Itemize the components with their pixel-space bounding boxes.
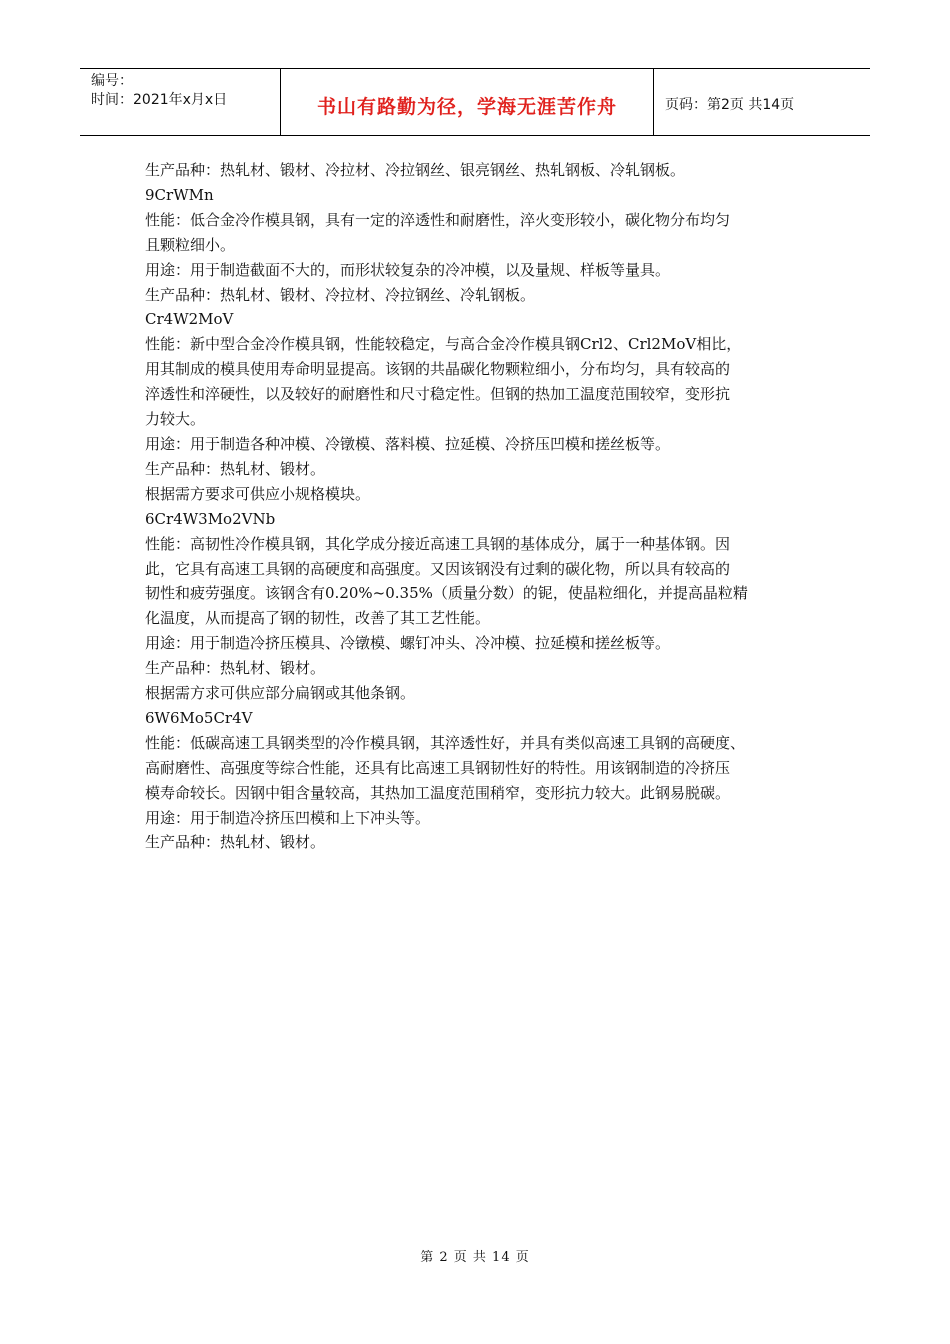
body-line: 韧性和疲劳强度。该钢含有0.20%~0.35%（质量分数）的铌，使晶粒细化，并提高晶粒精 (145, 584, 748, 603)
body-line: 用途：用于制造截面不大的，而形状较复杂的冷冲模，以及量规、样板等量具。 (145, 260, 671, 279)
header-motto: 书山有路勤为径，学海无涯苦作舟 (316, 95, 617, 118)
body-line: 用其制成的模具使用寿命明显提高。该钢的共晶碳化物颗粒细小，分布均匀，具有较高的 (145, 360, 731, 379)
body-line: 生产品种：热轧材、锻材。 (145, 833, 326, 852)
document-body (145, 158, 810, 855)
body-line: 用途：用于制造各种冲模、冷镦模、落料模、拉延模、冷挤压凹模和搓丝板等。 (145, 434, 671, 453)
body-line: 用途：用于制造冷挤压凹模和上下冲头等。 (145, 808, 431, 827)
body-line: 生产品种：热轧材、锻材、冷拉材、冷拉钢丝、银亮钢丝、热轧钢板、冷轧钢板。 (145, 161, 686, 179)
steel-grade-heading: Cr4W2MoV (145, 310, 234, 329)
header-motto-cell (280, 69, 654, 135)
document-time-label: 时间：2021年x月x日 (91, 92, 228, 108)
body-line: 淬透性和淬硬性，以及较好的耐磨性和尺寸稳定性。但钢的热加工温度范围较窄，变形抗 (145, 385, 731, 404)
page-footer: 第 2 页 共 14 页 (420, 1250, 530, 1265)
body-line: 根据需方要求可供应小规格模块。 (145, 484, 371, 503)
body-line: 性能：低合金冷作模具钢，具有一定的淬透性和耐磨性，淬火变形较小，碳化物分布均匀 (145, 210, 731, 229)
steel-grade-heading: 6Cr4W3Mo2VNb (145, 509, 276, 528)
header-meta (80, 69, 280, 135)
steel-grade-heading: 6W6Mo5Cr4V (145, 708, 253, 727)
body-line: 生产品种：热轧材、锻材、冷拉材、冷拉钢丝、冷轧钢板。 (145, 285, 536, 304)
body-line: 生产品种：热轧材、锻材。 (145, 459, 326, 478)
body-line: 性能：低碳高速工具钢类型的冷作模具钢，其淬透性好，并具有类似高速工具钢的高硬度、 (145, 733, 746, 752)
body-line: 且颗粒细小。 (145, 235, 236, 254)
body-line: 生产品种：热轧材、锻材。 (145, 659, 326, 678)
body-line: 化温度，从而提高了钢的韧性，改善了其工艺性能。 (145, 609, 491, 628)
body-line: 用途：用于制造冷挤压模具、冷镦模、螺钉冲头、冷冲模、拉延模和搓丝板等。 (145, 634, 671, 653)
body-line: 此，它具有高速工具钢的高硬度和高强度。又因该钢没有过剩的碳化物，所以具有较高的 (145, 559, 731, 578)
body-line: 模寿命较长。因钢中钼含量较高，其热加工温度范围稍窄，变形抗力较大。此钢易脱碳。 (145, 783, 731, 802)
header-page-info: 页码：第2页 共14页 (665, 97, 795, 113)
body-line: 性能：高韧性冷作模具钢，其化学成分接近高速工具钢的基体成分，属于一种基体钢。因 (145, 534, 731, 553)
body-line: 性能：新中型合金冷作模具钢，性能较稳定，与高合金冷作模具钢Crl2、Crl2MoV相比， (145, 335, 742, 354)
steel-grade-heading: 9CrWMn (145, 185, 214, 204)
body-line: 力较大。 (145, 410, 206, 429)
body-line: 根据需方求可供应部分扁钢或其他条钢。 (145, 684, 416, 703)
body-line: 高耐磨性、高强度等综合性能，还具有比高速工具钢韧性好的特性。用该钢制造的冷挤压 (145, 758, 731, 777)
document-number-label: 编号： (91, 73, 133, 89)
page-header (80, 68, 870, 136)
